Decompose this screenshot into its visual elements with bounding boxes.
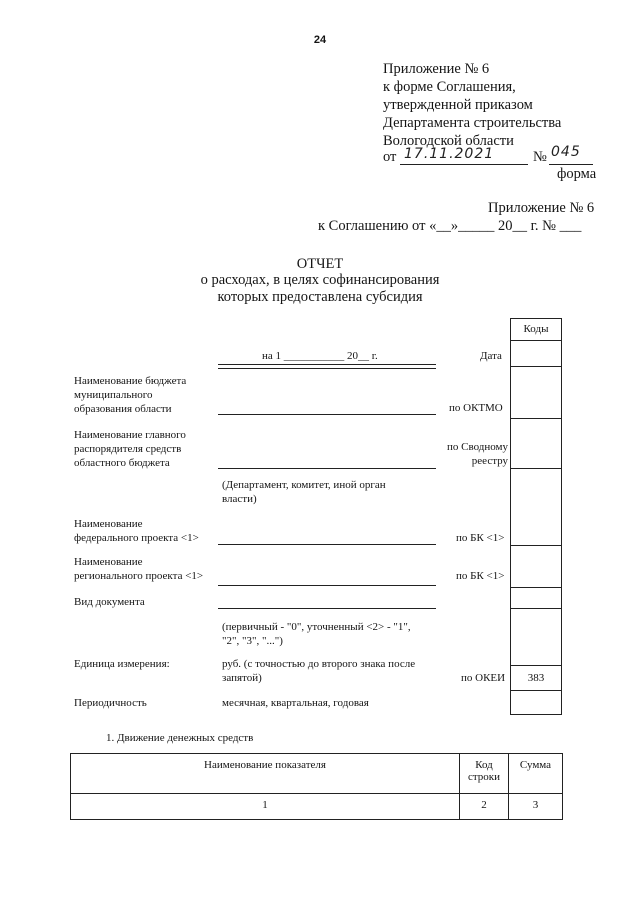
codes-divider xyxy=(510,366,562,367)
page-number: 24 xyxy=(313,34,327,46)
distributor-line xyxy=(218,468,436,469)
periodicity-value: месячная, квартальная, годовая xyxy=(222,697,369,709)
approval-block xyxy=(383,60,561,150)
codes-divider xyxy=(510,608,562,609)
section-title: 1. Движение денежных средств xyxy=(106,732,254,744)
table-header-cell: Код строки xyxy=(460,754,509,794)
report-subtitle-2: которых предоставлена субсидия xyxy=(217,289,423,305)
appendix-agreement: к Соглашению от «__»_____ 20__ г. № ___ xyxy=(318,218,582,234)
report-subtitle-1: о расходах, в целях софинансирования xyxy=(200,272,440,288)
table-header-cell: Наименование показателя xyxy=(71,754,460,794)
handwritten-date: 17.11.2021 xyxy=(404,146,495,162)
okei-label: по ОКЕИ xyxy=(461,672,506,684)
oktmo-label: по ОКТМО xyxy=(449,402,503,414)
document-type-line xyxy=(218,608,436,609)
table-cell: 1 xyxy=(71,794,460,820)
okei-code: 383 xyxy=(527,672,545,684)
bk-label-2: по БК <1> xyxy=(456,570,505,582)
table-cell: 3 xyxy=(509,794,563,820)
distributor-label: Наименование главного распорядителя средств областного бюджета xyxy=(74,429,186,469)
date-line-underline xyxy=(218,364,436,365)
report-date-line: на 1 ___________ 20__ г. xyxy=(262,350,378,362)
approval-line: Приложение № 6 xyxy=(383,61,490,77)
codes-divider xyxy=(510,690,562,691)
budget-name-line xyxy=(218,414,436,415)
codes-header: Коды xyxy=(510,318,562,341)
codes-divider xyxy=(510,468,562,469)
report-title: ОТЧЕТ xyxy=(296,256,344,272)
codes-divider xyxy=(510,418,562,419)
number-underline xyxy=(549,164,593,165)
table-header-cell: Сумма xyxy=(509,754,563,794)
federal-project-label: Наименование федерального проекта <1> xyxy=(74,518,199,544)
federal-project-line xyxy=(218,544,436,545)
table-row xyxy=(71,794,563,820)
appendix-title: Приложение № 6 xyxy=(488,200,595,216)
document-type-hint: (первичный - "0", уточненный <2> - "1", "2", "3", "...") xyxy=(222,621,411,647)
date-label: Дата xyxy=(480,350,502,362)
forma-label: форма xyxy=(557,166,597,182)
budget-name-label: Наименование бюджета муниципального образования области xyxy=(74,375,187,415)
department-hint: (Департамент, комитет, иной орган власти) xyxy=(222,479,386,505)
approval-line: к форме Соглашения, xyxy=(383,79,516,95)
approval-line: утвержденной приказом xyxy=(383,97,533,113)
approval-line: Вологодской области xyxy=(383,133,514,149)
number-prefix: № xyxy=(533,149,547,165)
svodny-reestr-label: по Сводному реестру xyxy=(446,441,508,467)
codes-column xyxy=(510,341,562,715)
budget-name-line xyxy=(218,368,436,369)
bk-label-1: по БК <1> xyxy=(456,532,505,544)
unit-label: Единица измерения: xyxy=(74,658,170,670)
regional-project-line xyxy=(218,585,436,586)
handwritten-number: 045 xyxy=(551,144,581,160)
table-header-row xyxy=(71,754,563,794)
regional-project-label: Наименование регионального проекта <1> xyxy=(74,556,204,582)
cash-flow-table xyxy=(70,753,563,820)
date-prefix: от xyxy=(383,149,397,165)
date-underline xyxy=(400,164,528,165)
codes-divider xyxy=(510,545,562,546)
unit-value: руб. (с точностью до второго знака после запятой) xyxy=(222,658,416,684)
codes-divider xyxy=(510,665,562,666)
codes-divider xyxy=(510,587,562,588)
document-type-label: Вид документа xyxy=(74,596,145,608)
periodicity-label: Периодичность xyxy=(74,697,147,709)
table-cell: 2 xyxy=(460,794,509,820)
approval-line: Департамента строительства xyxy=(383,115,562,131)
